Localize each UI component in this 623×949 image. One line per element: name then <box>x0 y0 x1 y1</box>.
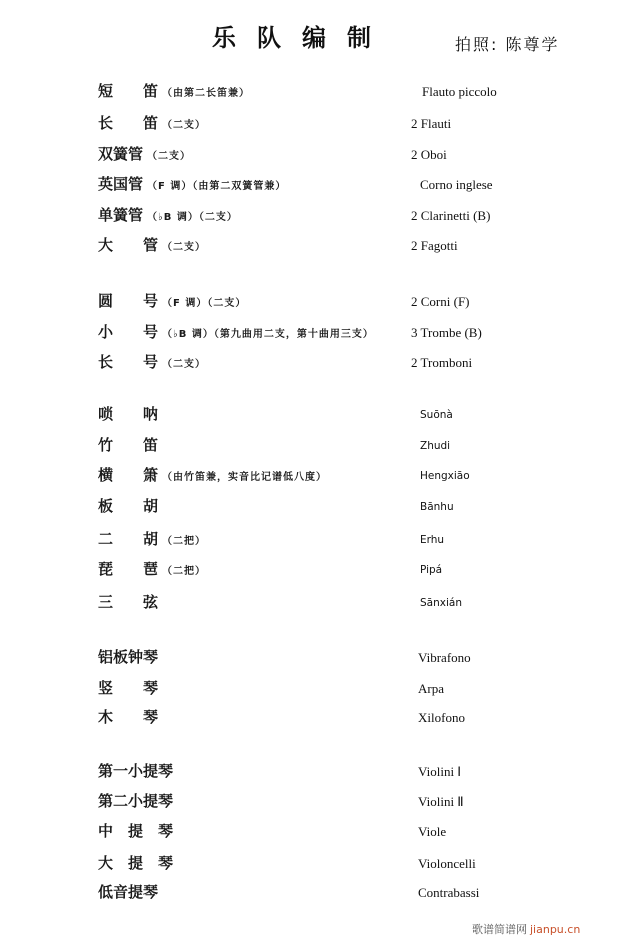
instrument-row <box>0 434 623 460</box>
instrument-name: 第一小提琴 <box>98 762 174 780</box>
instrument-row <box>0 403 623 429</box>
instrument-row <box>0 173 623 199</box>
instrument-row <box>0 790 623 816</box>
instrument-note: （二把） <box>162 536 207 547</box>
instrument-chinese <box>98 403 162 424</box>
instrument-name: 铝板钟琴 <box>98 648 159 666</box>
instrument-row <box>0 591 623 617</box>
instrument-chinese <box>98 790 177 811</box>
instrument-italian: Hengxiāo <box>420 470 470 482</box>
instrument-row <box>0 321 623 347</box>
instrument-italian: Flauto piccolo <box>422 84 497 99</box>
instrument-note: （由竹笛兼，实音比记谱低八度） <box>162 472 328 483</box>
instrument-name: 唢 呐 <box>98 405 159 423</box>
page-title: 乐队编制 <box>212 24 392 52</box>
instrument-italian: Violini Ⅰ <box>418 764 462 779</box>
instrument-italian: Zhudi <box>420 440 451 452</box>
instrument-italian: Sānxián <box>420 597 462 609</box>
instrument-chinese <box>98 434 162 455</box>
instrument-chinese <box>98 591 162 612</box>
instrument-italian: 2 Fagotti <box>411 238 458 253</box>
instrument-row <box>0 464 623 490</box>
instrument-italian: 2 Oboi <box>411 147 447 162</box>
instrument-chinese <box>98 881 162 902</box>
watermark-site: jianpu.cn <box>530 923 581 936</box>
instrument-row <box>0 204 623 230</box>
instrument-row <box>0 143 623 169</box>
instrument-row <box>0 852 623 878</box>
instrument-name: 横 箫 <box>98 466 159 484</box>
instrument-chinese <box>98 646 162 667</box>
photographer-credit: 拍照: 陈尊学 <box>455 35 560 54</box>
instrument-chinese <box>98 820 177 841</box>
instrument-italian: 2 Tromboni <box>411 355 473 370</box>
instrument-note: （由第二长笛兼） <box>162 88 251 99</box>
instrument-name: 琵 琶 <box>98 560 159 578</box>
watermark <box>472 921 580 937</box>
instrument-chinese <box>98 290 246 311</box>
instrument-name: 竹 笛 <box>98 436 159 454</box>
instrument-row <box>0 558 623 584</box>
instrument-chinese <box>98 495 162 516</box>
instrument-row <box>0 112 623 138</box>
instrument-row <box>0 495 623 521</box>
instrument-chinese <box>98 760 177 781</box>
instrument-name: 竖 琴 <box>98 679 159 697</box>
instrument-row <box>0 234 623 260</box>
instrument-italian: 2 Corni (F) <box>411 294 470 309</box>
instrument-note: （二支） <box>162 242 207 253</box>
instrument-italian: Violoncelli <box>418 856 476 871</box>
instrument-italian: Suōnà <box>420 409 453 421</box>
instrument-chinese <box>98 558 206 579</box>
watermark-cn: 歌谱简谱网 <box>472 923 527 936</box>
instrument-name: 板 胡 <box>98 497 159 515</box>
instrument-name: 低音提琴 <box>98 883 159 901</box>
instrument-italian: Pipá <box>420 564 443 576</box>
instrument-chinese <box>98 464 327 485</box>
instrument-note: （F 调）（二支） <box>162 298 247 309</box>
instrument-chinese <box>98 528 206 549</box>
instrument-chinese <box>98 204 238 225</box>
instrument-row <box>0 290 623 316</box>
instrument-italian: 2 Clarinetti (B) <box>411 208 491 223</box>
instrument-name: 长 号 <box>98 353 159 371</box>
instrument-note: （二支） <box>162 359 207 370</box>
instrument-chinese <box>98 173 286 194</box>
instrument-chinese <box>98 234 206 255</box>
instrument-name: 中 提 琴 <box>98 822 174 840</box>
instrument-name: 木 琴 <box>98 708 159 726</box>
instrument-row <box>0 351 623 377</box>
instrument-name: 短 笛 <box>98 82 159 100</box>
instrument-italian: Vibrafono <box>418 650 471 665</box>
instrument-row <box>0 820 623 846</box>
instrument-italian: Bānhu <box>420 501 454 513</box>
instrument-note: （二把） <box>162 566 207 577</box>
instrument-name: 英国管 <box>98 175 144 193</box>
instrument-name: 双簧管 <box>98 145 144 163</box>
instrument-italian: Corno inglese <box>420 177 493 192</box>
instrument-italian: 3 Trombe (B) <box>411 325 482 340</box>
instrument-italian: Violini Ⅱ <box>418 794 464 809</box>
instrument-row <box>0 677 623 703</box>
instrument-name: 二 胡 <box>98 530 159 548</box>
instrument-note: （♭B 调）（第九曲用二支，第十曲用三支） <box>162 329 374 340</box>
instrument-row <box>0 646 623 672</box>
instrument-italian: 2 Flauti <box>411 116 452 131</box>
instrument-note: （二支） <box>147 151 192 162</box>
instrument-row <box>0 528 623 554</box>
instrument-chinese <box>98 80 250 101</box>
instrument-chinese <box>98 852 177 873</box>
instrument-row <box>0 760 623 786</box>
instrument-name: 长 笛 <box>98 114 159 132</box>
instrument-note: （二支） <box>162 120 207 131</box>
instrument-name: 大 提 琴 <box>98 854 174 872</box>
instrument-italian: Xilofono <box>418 710 465 725</box>
instrument-name: 圆 号 <box>98 292 159 310</box>
instrument-italian: Arpa <box>418 681 444 696</box>
instrument-row <box>0 706 623 732</box>
instrument-row <box>0 881 623 907</box>
instrument-note: （F 调）（由第二双簧管兼） <box>147 181 287 192</box>
instrument-chinese <box>98 677 162 698</box>
instrument-chinese <box>98 112 206 133</box>
instrument-chinese <box>98 143 191 164</box>
instrument-name: 单簧管 <box>98 206 144 224</box>
instrument-chinese <box>98 706 162 727</box>
instrument-italian: Viole <box>418 824 447 839</box>
instrument-row <box>0 80 623 106</box>
instrument-name: 大 管 <box>98 236 159 254</box>
instrument-name: 三 弦 <box>98 593 159 611</box>
instrument-italian: Erhu <box>420 534 445 546</box>
instrument-chinese <box>98 351 206 372</box>
instrument-name: 小 号 <box>98 323 159 341</box>
instrument-name: 第二小提琴 <box>98 792 174 810</box>
instrument-italian: Contrabassi <box>418 885 480 900</box>
instrument-chinese <box>98 321 374 342</box>
instrument-note: （♭B 调）（二支） <box>147 212 238 223</box>
